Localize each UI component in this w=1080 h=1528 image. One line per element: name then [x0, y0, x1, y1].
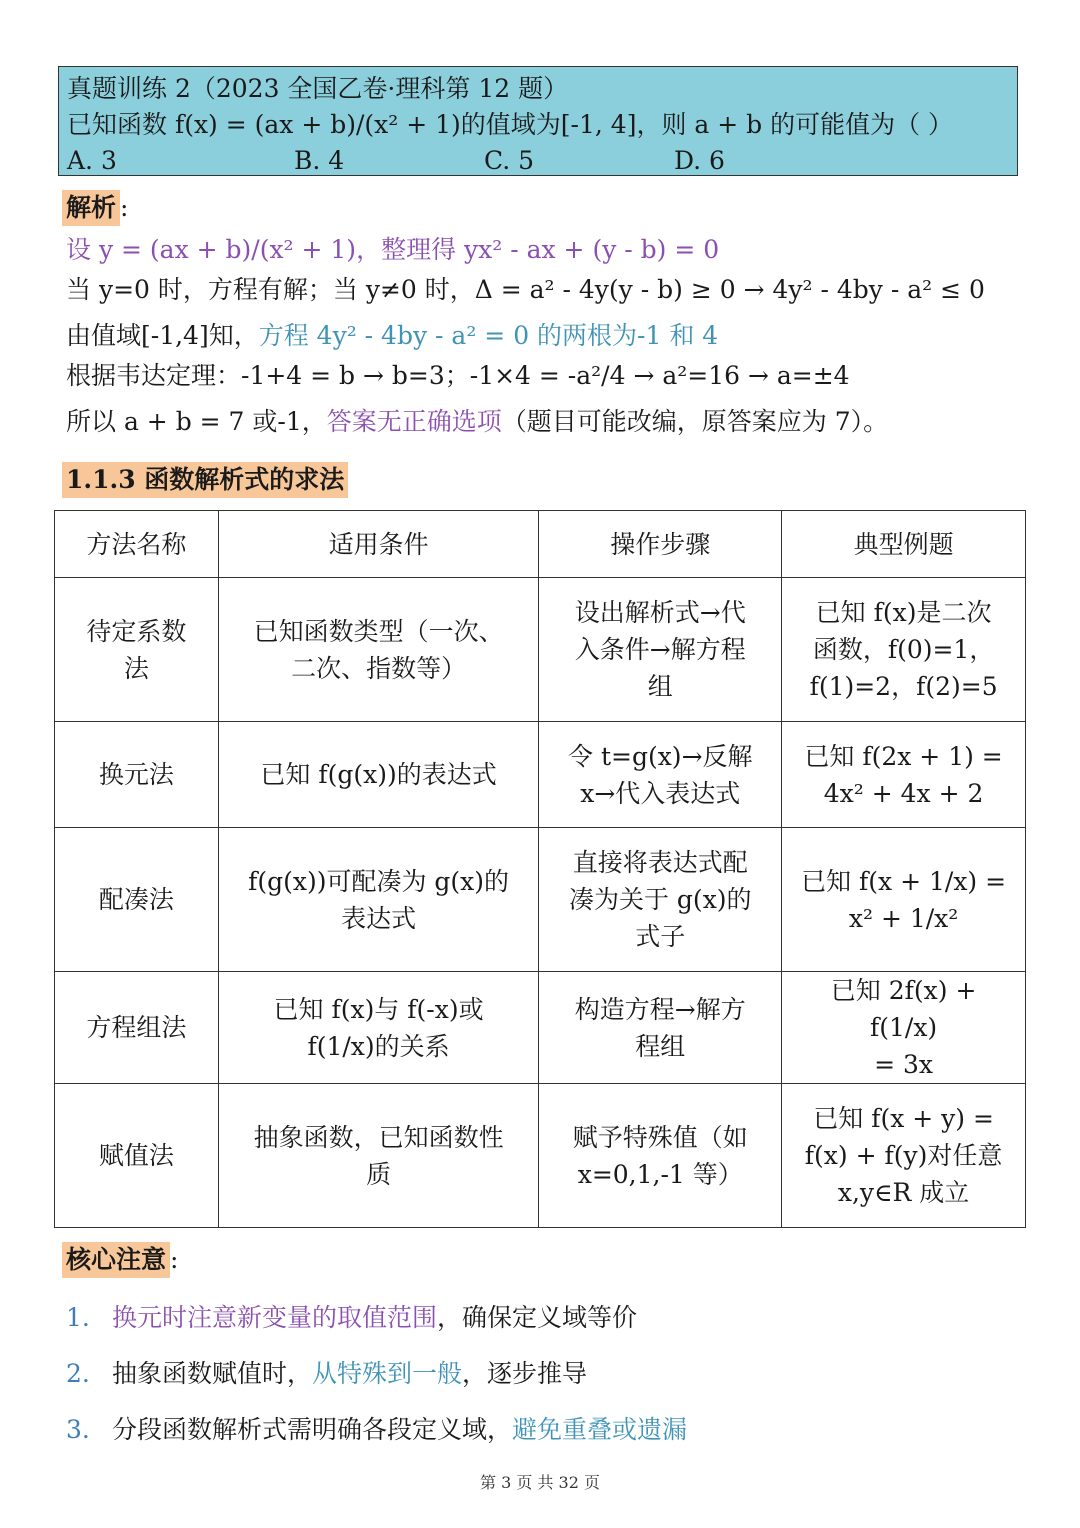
cell-condition	[218, 578, 539, 722]
cell-line: x² + 1/x²	[848, 903, 959, 933]
cell-steps	[539, 828, 782, 972]
table-row	[55, 578, 1026, 722]
analysis-heading	[62, 190, 1022, 230]
cell-line: 直接将表达式配	[572, 848, 748, 877]
cell-line: 待定系数	[86, 616, 187, 646]
cell-line: 已知 f(g(x))的表达式	[260, 760, 497, 789]
cell-line: 已知 f(x + 1/x) =	[801, 866, 1007, 896]
cell-condition	[218, 1084, 539, 1228]
table-row	[55, 828, 1026, 972]
cell-line: 令 t=g(x)→反解	[568, 741, 753, 771]
page-footer: 第 3 页 共 32 页	[480, 1473, 600, 1492]
header-steps: 操作步骤	[539, 511, 782, 578]
cell-line: 法	[123, 653, 149, 683]
header-condition: 适用条件	[218, 511, 539, 578]
cell-line: 赋予特殊值（如	[572, 1122, 748, 1152]
note-highlight: 从特殊到一般	[312, 1359, 463, 1388]
analysis-line-5-text: 所以 a + b = 7 或-1，	[66, 407, 327, 436]
question-options	[67, 143, 1009, 179]
cell-line: x→代入表达式	[580, 778, 741, 808]
table-body	[55, 578, 1026, 1228]
cell-steps	[539, 578, 782, 722]
note-text: ，确保定义域等价	[437, 1303, 638, 1332]
cell-method	[55, 828, 219, 972]
cell-line: 配凑法	[98, 885, 174, 914]
table-row	[55, 1084, 1026, 1228]
note-text: 分段函数解析式需明确各段定义域，	[112, 1415, 513, 1444]
cell-line: 抽象函数，已知函数性	[253, 1122, 504, 1152]
note-highlight: 换元时注意新变量的取值范围	[112, 1303, 438, 1332]
cell-method	[55, 1084, 219, 1228]
cell-line: 已知函数类型（一次、	[253, 616, 504, 646]
cell-line: 程组	[635, 1031, 686, 1061]
question-title: 真题训练 2（2023 全国乙卷·理科第 12 题）	[67, 74, 569, 103]
analysis-label: 解析	[62, 190, 120, 226]
notes-heading	[62, 1242, 178, 1278]
cell-method	[55, 578, 219, 722]
note-highlight: 避免重叠或遗漏	[512, 1415, 688, 1444]
cell-line: 已知 f(x)是二次	[815, 598, 992, 627]
cell-line: 设出解析式→代	[574, 598, 746, 627]
cell-condition	[218, 722, 539, 828]
analysis-line-3-text: 由值域[-1,4]知，	[66, 321, 259, 350]
note-item	[66, 1408, 687, 1464]
option-d: D. 6	[674, 146, 725, 175]
header-example: 典型例题	[782, 511, 1026, 578]
cell-steps	[539, 1084, 782, 1228]
cell-line: 已知 f(x + y) =	[813, 1104, 994, 1133]
analysis-line-3-highlight: 方程 4y² - 4by - a² = 0 的两根为-1 和 4	[258, 321, 719, 350]
cell-line: 表达式	[341, 903, 417, 933]
cell-method	[55, 972, 219, 1084]
section-title-text: 1.1.3 函数解析式的求法	[62, 462, 348, 498]
cell-steps	[539, 722, 782, 828]
analysis-line-5-note: （题目可能改编，原答案应为 7）。	[501, 407, 889, 436]
analysis-line-4: 根据韦达定理：-1+4 = b → b=3；-1×4 = -a²/4 → a²=16 → a=±4	[66, 361, 850, 390]
analysis-colon: :	[120, 193, 129, 222]
cell-line: 赋值法	[98, 1141, 174, 1170]
cell-line: f(1)=2，f(2)=5	[809, 672, 998, 701]
cell-line: f(x) + f(y)对任意	[804, 1141, 1003, 1170]
cell-line: 入条件→解方程	[574, 635, 746, 664]
cell-line: 已知 f(2x + 1) =	[804, 741, 1003, 771]
analysis-line-3	[66, 316, 1022, 356]
option-c: C. 5	[484, 146, 535, 175]
cell-line: 质	[366, 1159, 392, 1189]
analysis-line-1: 设 y = (ax + b)/(x² + 1)，整理得 yx² - ax + (y - b) = 0	[66, 235, 720, 264]
note-number: 2.	[66, 1359, 90, 1388]
note-number: 1.	[66, 1303, 90, 1332]
cell-line: 已知 f(x)与 f(-x)或	[273, 994, 484, 1024]
table-row	[55, 722, 1026, 828]
cell-example	[782, 722, 1026, 828]
cell-condition	[218, 972, 539, 1084]
section-title	[62, 462, 348, 498]
notes-colon: :	[170, 1245, 179, 1274]
cell-condition	[218, 828, 539, 972]
notes-label: 核心注意	[62, 1242, 170, 1278]
analysis-line-5-highlight: 答案无正确选项	[326, 407, 502, 436]
table-header-row	[55, 511, 1026, 578]
cell-method	[55, 722, 219, 828]
note-text: 抽象函数赋值时，	[112, 1359, 313, 1388]
cell-line: f(1/x)的关系	[307, 1031, 450, 1061]
cell-line: x=0,1,-1 等）	[577, 1159, 743, 1189]
cell-line: 4x² + 4x + 2	[823, 778, 984, 808]
cell-line: 组	[647, 672, 673, 701]
cell-steps	[539, 972, 782, 1084]
analysis-line-5	[66, 402, 1022, 442]
cell-line: x,y∈R 成立	[837, 1178, 970, 1207]
cell-line: 方程组法	[86, 1013, 187, 1042]
cell-line: 凑为关于 g(x)的	[568, 885, 752, 914]
cell-line: f(g(x))可配凑为 g(x)的	[248, 866, 510, 896]
analysis-section	[62, 190, 1022, 442]
question-stem: 已知函数 f(x) = (ax + b)/(x² + 1)的值域为[-1, 4]，则 a + b 的可能值为（ ）	[67, 110, 954, 139]
cell-example	[782, 1084, 1026, 1228]
methods-table	[54, 510, 1026, 1228]
question-box	[58, 66, 1018, 176]
cell-line: 换元法	[98, 760, 174, 789]
cell-example	[782, 972, 1026, 1084]
note-text: ，逐步推导	[462, 1359, 588, 1388]
cell-line: = 3x	[874, 1050, 934, 1079]
cell-line: 函数，f(0)=1，	[812, 635, 995, 664]
cell-line: 式子	[635, 922, 686, 951]
note-number: 3.	[66, 1415, 90, 1444]
note-item	[66, 1296, 687, 1352]
option-b: B. 4	[294, 146, 345, 175]
analysis-line-2: 当 y=0 时，方程有解；当 y≠0 时，Δ = a² - 4y(y - b) ≥ 0 → 4y² - 4by - a² ≤ 0	[66, 275, 985, 304]
notes-list	[66, 1296, 687, 1464]
table-row	[55, 972, 1026, 1084]
cell-line: 构造方程→解方	[574, 994, 746, 1024]
note-item	[66, 1352, 687, 1408]
option-a: A. 3	[67, 146, 117, 175]
header-method: 方法名称	[55, 511, 219, 578]
cell-example	[782, 578, 1026, 722]
cell-example	[782, 828, 1026, 972]
cell-line: 二次、指数等）	[291, 653, 467, 683]
cell-line: 已知 2f(x) + f(1/x)	[830, 976, 977, 1042]
